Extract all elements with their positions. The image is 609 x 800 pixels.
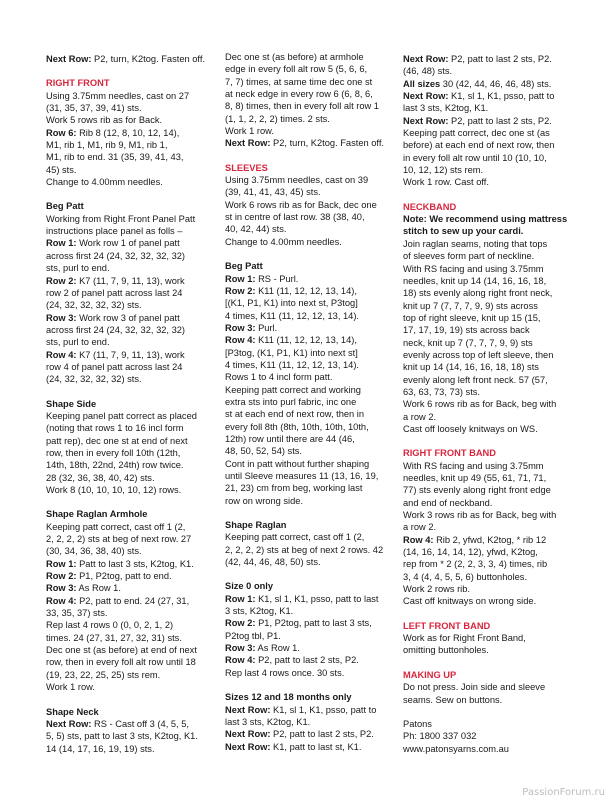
row-label: Row 3: <box>46 583 77 594</box>
instruction-row <box>225 285 403 322</box>
section-gap <box>46 188 224 200</box>
paragraph: Keeping patt correct and working extra sts into purl fabric, inc one st at each end of next row, then in every foll 8th (8th, 10th, 10th, 10th, 12th) row until there are 44 (46, 48, 50, 52, 54) sts. <box>225 384 369 457</box>
section-heading: Shape Side <box>46 398 97 409</box>
section-gap <box>403 608 581 620</box>
row-label: Next Row: <box>403 54 449 64</box>
paragraph: With RS facing and using 3.75mm needles, knit up 49 (55, 61, 71, 71, 77) sts evenly along right front edge and end of neckband. <box>403 460 551 508</box>
row-text: Patt to last 3 sts, K2tog, K1. <box>76 558 194 569</box>
row-label: Next Row: <box>225 704 271 715</box>
paragraph: Work 3 rows rib as for Back, beg with a row 2. <box>403 510 557 533</box>
paragraph: Work 5 rows rib as for Back. <box>46 115 163 126</box>
instruction-row <box>46 275 224 312</box>
row-label: Row 2: <box>225 285 256 296</box>
instruction-row <box>46 595 224 620</box>
row-text: As Row 1. <box>255 643 300 654</box>
section-heading: Beg Patt <box>46 201 84 212</box>
paragraph: Keeping patt correct, cast off 1 (2, 2, 2, 2, 2) sts at beg of next row. 27 (30, 34, 36, 38, 40) sts. <box>46 521 192 557</box>
section-heading: RIGHT FRONT <box>46 78 110 89</box>
instruction-row <box>46 558 224 570</box>
section-gap <box>225 248 403 260</box>
row-text: Rib 2, yfwd, K2tog, * rib 12 (14, 16, 14, 14, 12), yfwd, K2tog, rep from * 2 (2, 2, 3, 3, 4) times, rib 3, 4 (4, 4, 5, 5, 6) buttonholes. <box>403 534 548 582</box>
watermark-text: PassionForum.ru <box>522 787 605 798</box>
paragraph: Cast off loosely knitways on WS. <box>403 423 538 434</box>
section-heading: MAKING UP <box>403 669 457 680</box>
paragraph: Rows 1 to 4 incl form patt. <box>225 372 333 383</box>
row-text: RS - Purl. <box>255 273 299 284</box>
row-label: All sizes <box>403 78 441 89</box>
column-left <box>46 38 224 755</box>
paragraph: Work 1 row. <box>225 126 274 137</box>
instruction-row <box>46 570 224 582</box>
instruction-row <box>225 741 403 753</box>
section-heading: Beg Patt <box>225 261 263 272</box>
instruction-row <box>46 127 224 176</box>
section-gap <box>46 694 224 706</box>
row-text: K11 (11, 12, 12, 13, 14), [(K1, P1, K1) into next st, P3tog] 4 times, K11 (11, 12, 12, 13, 14). <box>225 285 360 321</box>
paragraph: Work 6 rows rib as for Back, beg with a row 2. <box>403 399 557 422</box>
paragraph: Join raglan seams, noting that tops of sleeves form part of neckline. <box>403 238 548 262</box>
row-text: P2, turn, K2tog. Fasten off. <box>91 54 205 64</box>
row-text: P2, patt to last 2 sts, P2. <box>448 115 552 126</box>
section-heading: LEFT FRONT BAND <box>403 620 491 631</box>
section-heading: SLEEVES <box>225 162 268 173</box>
instruction-row <box>225 654 403 666</box>
instruction-row <box>225 642 403 654</box>
paragraph: Do not press. Join side and sleeve seams. Sew on buttons. <box>403 682 546 705</box>
section-gap <box>46 65 224 77</box>
row-text: As Row 1. <box>76 583 121 594</box>
paragraph: Cast off knitways on wrong side. <box>403 596 537 607</box>
paragraph: Using 3.75mm needles, cast on 27 (31, 35, 37, 39, 41) sts. <box>46 90 190 114</box>
row-text: P2, patt to last 2 sts, P2. <box>255 655 359 666</box>
paragraph: www.patonsyarns.com.au <box>403 743 509 754</box>
instruction-row <box>46 718 224 755</box>
section-gap <box>225 507 403 519</box>
paragraph: Rep last 4 rows 0 (0, 0, 2, 1, 2) times. 24 (27, 31, 27, 32, 31) sts. <box>46 620 182 643</box>
paragraph: Using 3.75mm needles, cast on 39 (39, 41, 41, 43, 45) sts. <box>225 175 369 198</box>
note-paragraph: Note: We recommend using mattress stitch to sew up your cardi. <box>403 214 568 237</box>
row-label: Row 4: <box>46 349 77 360</box>
instruction-row <box>403 534 581 583</box>
paragraph: Work 1 row. Cast off. <box>403 177 489 188</box>
row-text: K1, sl 1, K1, psso, patt to last 3 sts, K2tog, K1. <box>403 91 555 114</box>
row-label: Row 2: <box>225 618 256 629</box>
row-text: K11 (11, 12, 12, 13, 14), [P3tog, (K1, P1, K1) into next st] 4 times, K11 (11, 12, 12, 13, 14). <box>225 335 360 370</box>
section-gap <box>225 679 403 691</box>
row-label: Row 1: <box>225 273 256 284</box>
row-label: Row 4: <box>46 595 77 606</box>
row-label: Row 2: <box>46 275 77 286</box>
paragraph: Cont in patt without further shaping until Sleeve measures 11 (13, 16, 19, 21, 23) cm from beg, working last row on wrong side. <box>225 458 379 506</box>
section-gap <box>46 496 224 508</box>
section-heading: NECKBAND <box>403 201 457 212</box>
paragraph: With RS facing and using 3.75mm needles, knit up 14 (14, 16, 16, 18, 18) sts evenly along right front neck, knit up 7 (7, 7, 7, 9, 9) sts across top of right sleeve, knit up 15 (15, 17, 17, 19, 19) sts across back neck, knit up 7 (7, 7, 7, 9, 9) sts evenly across top of left sleeve, then knit up 14 (14, 16, 16, 18, 18) sts evenly along left front neck. 57 (57, 63, 63, 73, 73) sts. <box>403 263 554 397</box>
paragraph: Working from Right Front Panel Patt instructions place panel as folls – <box>46 213 196 237</box>
row-label: Next Row: <box>403 115 449 126</box>
row-text: P2, patt to end. 24 (27, 31, 33, 35, 37) sts. <box>46 595 190 619</box>
row-text: Work row 3 of panel patt across first 24 (24, 32, 32, 32, 32) sts, purl to end. <box>46 312 186 348</box>
row-label: Next Row: <box>225 741 271 752</box>
row-text: P1, P2tog, patt to end. <box>76 571 172 582</box>
paragraph: Work as for Right Front Band, omitting buttonholes. <box>403 633 526 656</box>
column-middle <box>225 38 403 753</box>
row-label: Row 3: <box>46 312 77 323</box>
paragraph: Dec one st (as before) at end of next row, then in every foll alt row until 18 (19, 23, 22, 25, 25) sts rem. <box>46 645 197 680</box>
row-label: Row 3: <box>225 643 256 654</box>
section-heading: Sizes 12 and 18 months only <box>225 692 352 703</box>
paragraph: Patons <box>403 718 432 729</box>
section-heading: Size 0 only <box>225 581 274 592</box>
row-text: K7 (11, 7, 9, 11, 13), work row 4 of panel patt across last 24 (24, 32, 32, 32, 32) sts. <box>46 349 185 385</box>
row-label: Row 1: <box>46 238 77 249</box>
paragraph: Ph: 1800 337 032 <box>403 731 477 742</box>
row-label: Next Row: <box>46 718 92 729</box>
paragraph: Keeping panel patt correct as placed (noting that rows 1 to 16 incl form patt rep), dec one st at end of next row, then in every foll 10th (12th, 14th, 18th, 22nd, 24th) row twice. 28 (32, 36, 38, 40, 42) sts. <box>46 410 197 483</box>
section-gap <box>46 386 224 398</box>
row-text: Rib 8 (12, 8, 10, 12, 14), M1, rib 1, M1, rib 9, M1, rib 1, M1, rib to end. 31 (35, 39, 41, 43, 45) sts. <box>46 127 184 175</box>
row-text: K7 (11, 7, 9, 11, 13), work row 2 of panel patt across last 24 (24, 32, 32, 32, 32) sts. <box>46 275 185 311</box>
row-label: Row 1: <box>46 558 77 569</box>
row-label: Row 1: <box>225 593 256 604</box>
section-heading: Shape Raglan <box>225 520 287 531</box>
row-text: K1, sl 1, K1, psso, patt to last 3 sts, K2tog, K1. <box>225 593 379 617</box>
row-label: Next Row: <box>46 54 92 64</box>
section-gap <box>403 706 581 718</box>
paragraph: Work 6 rows rib as for Back, dec one st in centre of last row. 38 (38, 40, 40, 42, 44) sts. <box>225 199 377 235</box>
paragraph: Keeping patt correct, cast off 1 (2, 2, 2, 2, 2) sts at beg of next 2 rows. 42 (42, 44, 46, 48, 50) sts. <box>225 532 384 568</box>
row-text: P2, turn, K2tog. Fasten off. <box>270 138 384 149</box>
row-text: P2, patt to last 2 sts, P2. (46, 48) sts. <box>403 54 552 77</box>
paragraph: Dec one st (as before) at armhole edge in every foll alt row 5 (5, 6, 6, 7, 7) times, at same time dec one st at neck edge in every row 6 (6, 8, 6, 8, 8) times, then in every foll alt row 1 (1, 1, 2, 2, 2) times. 2 sts. <box>225 52 379 124</box>
instruction-row <box>403 115 581 127</box>
row-text: P2, patt to last 2 sts, P2. <box>270 729 374 740</box>
paragraph: Work 8 (10, 10, 10, 10, 12) rows. <box>46 485 182 495</box>
row-label: Row 4: <box>225 335 256 346</box>
section-gap <box>225 150 403 162</box>
instruction-row <box>46 582 224 594</box>
instruction-row <box>225 617 403 642</box>
row-label: Row 4: <box>403 534 434 545</box>
instruction-row <box>46 237 224 274</box>
section-gap <box>403 435 581 447</box>
section-heading: Shape Neck <box>46 706 99 717</box>
instruction-row <box>46 349 224 386</box>
instruction-row <box>403 90 581 115</box>
instruction-row <box>46 312 224 349</box>
section-gap <box>403 657 581 669</box>
row-label: Row 4: <box>225 655 256 666</box>
instruction-row <box>403 53 581 78</box>
instruction-row <box>46 53 224 65</box>
paragraph: Work 2 rows rib. <box>403 584 470 595</box>
instruction-row <box>225 322 403 334</box>
section-heading: RIGHT FRONT BAND <box>403 448 496 459</box>
paragraph: Work 1 row. <box>46 682 95 693</box>
row-text: Purl. <box>255 322 278 333</box>
row-label: Next Row: <box>225 729 271 740</box>
row-label: Next Row: <box>225 138 271 149</box>
row-label: Row 3: <box>225 322 256 333</box>
instruction-row <box>225 728 403 740</box>
row-text: K1, patt to last st, K1. <box>270 741 362 752</box>
row-text: K1, sl 1, K1, psso, patt to last 3 sts, K2tog, K1. <box>225 704 377 727</box>
column-right <box>403 38 581 755</box>
row-label: Row 2: <box>46 571 77 582</box>
instruction-row <box>225 273 403 285</box>
section-gap <box>225 568 403 580</box>
row-label: Next Row: <box>403 91 449 102</box>
instruction-row <box>225 704 403 729</box>
instruction-row <box>225 593 403 618</box>
row-text: Work row 1 of panel patt across first 24 (24, 32, 32, 32, 32) sts, purl to end. <box>46 238 186 274</box>
instruction-row <box>225 334 403 371</box>
row-label: Row 6: <box>46 127 77 138</box>
row-text: RS - Cast off 3 (4, 5, 5, 5, 5) sts, patt to last 3 sts, K2tog, K1. 14 (14, 17, 16, 19, 19) sts. <box>46 718 198 754</box>
row-text: P1, P2tog, patt to last 3 sts, P2tog tbl, P1. <box>225 618 372 641</box>
section-gap <box>403 189 581 201</box>
instruction-row <box>225 137 403 149</box>
section-heading: Shape Raglan Armhole <box>46 509 148 520</box>
instruction-row <box>403 78 581 90</box>
paragraph: Change to 4.00mm needles. <box>225 236 342 247</box>
paragraph: Change to 4.00mm needles. <box>46 177 163 188</box>
row-text: 30 (42, 44, 46, 46, 48) sts. <box>440 78 552 89</box>
paragraph: Rep last 4 rows once. 30 sts. <box>225 667 345 678</box>
paragraph: Keeping patt correct, dec one st (as before) at each end of next row, then in every foll alt row until 10 (10, 10, 10, 12, 12) sts rem. <box>403 128 555 176</box>
